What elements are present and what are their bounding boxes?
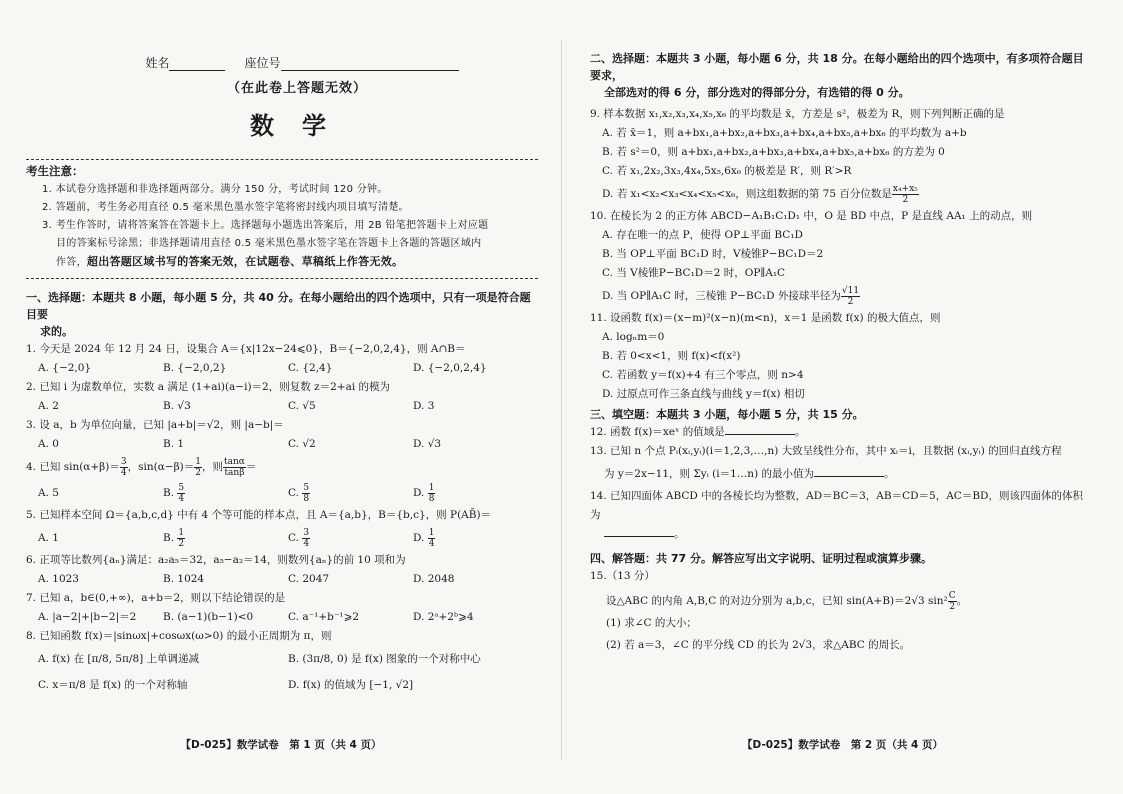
option: B. (a−1)(b−1)<0 [163, 611, 254, 623]
option: B. (3π/8, 0) 是 f(x) 图象的一个对称中心 [288, 653, 481, 665]
question-11: 11. 设函数 f(x)＝(x−m)²(x−n)(m<n)，x＝1 是函数 f(x) 的极大值点，则 [590, 312, 941, 324]
question-14: 14. 已知四面体 ABCD 中的各棱长均为整数，AD＝BC＝3，AB＝CD＝5，AC＝BD，则该四面体的体积为 。 [590, 490, 1083, 540]
candidate-info [66, 54, 538, 71]
note-2: 2. 答题前，考生务必用直径 0.5 毫米黑色墨水签字笔将密封线内项目填写清楚。 [42, 202, 409, 213]
question-10-options [590, 226, 1093, 309]
question-3: 3. 设 a，b 为单位向量，已知 |a+b|＝√2，则 |a−b|＝ [26, 419, 284, 431]
page-1-footer: 【D-025】数学试卷 第 1 页（共 4 页） [180, 739, 382, 751]
question-8-options-ab [26, 646, 538, 672]
option: D. $\frac{1}{4}$ [413, 527, 435, 549]
section-4-title: 四、解答题：共 77 分。解答应写出文字说明、证明过程或演算步骤。 [590, 552, 932, 565]
option: A. 存在唯一的点 P，使得 OP⊥平面 BC₁D [602, 229, 803, 241]
option: D. 若 x₁<x₂<x₃<x₄<x₅<x₆，则这组数据的第 75 百分位数是 $\frac{\text{x₄+x₅}}{2}$ [602, 183, 918, 205]
question-1: 1. 今天是 2024 年 12 月 24 日，设集合 A＝{x|12x−24⩽0}，B＝{−2,0,2,4}，则 A∩B＝ [26, 343, 466, 355]
option: A. 1 [38, 532, 59, 544]
option: D. 当 OP∥A₁C 时，三棱锥 P−BC₁D 外接球半径为 $\frac{√11}{2}$ [602, 285, 860, 307]
answer-blank[interactable] [814, 466, 884, 477]
question-4: 4. 已知 sin(α+β)＝ $\frac{3}{4}$ ，sin(α−β)＝ $\frac{1}{2}$ ，则 $\frac{\tan\alpha}{\tan\beta}$ ＝ [26, 456, 257, 478]
option: B. 当 OP⊥平面 BC₁D 时，V棱锥P−BC₁D＝2 [602, 248, 824, 260]
option: C. {2,4} [288, 362, 333, 374]
question-6: 6. 正项等比数列{aₙ}满足：a₂a₅＝32，a₅−a₂＝14，则数列{aₙ}的前 10 项和为 [26, 554, 406, 566]
attention-title: 考生注意： [26, 164, 84, 178]
subject-title: 数学 [250, 111, 354, 140]
question-11-options [590, 328, 1093, 404]
option: C. 若函数 y＝f(x)+4 有三个零点，则 n>4 [602, 369, 804, 381]
option: D. 过原点可作三条直线与曲线 y＝f(x) 相切 [602, 388, 805, 400]
answer-blank[interactable] [725, 424, 795, 435]
option: B. $\frac{5}{4}$ [163, 482, 185, 504]
seat-label: 座位号 [244, 56, 281, 70]
option: C. √5 [288, 400, 316, 412]
question-7: 7. 已知 a，b∈(0,+∞)，a+b＝2，则以下结论错误的是 [26, 592, 286, 604]
question-5: 5. 已知样本空间 Ω＝{a,b,c,d} 中有 4 个等可能的样本点，且 A＝{a,b}，B＝{b,c}，则 P(AB̄)＝ [26, 509, 492, 521]
option: A. 0 [38, 438, 59, 450]
question-15-heading: 15.（13 分） [590, 570, 655, 582]
option: A. 若 x̄＝1，则 a+bx₁,a+bx₂,a+bx₃,a+bx₄,a+bx₅,a+bx₆ 的平均数为 a+b [602, 127, 967, 139]
option: D. {−2,0,2,4} [413, 362, 487, 374]
question-8: 8. 已知函数 f(x)＝|sinωx|+cosωx(ω>0) 的最小正周期为 π，则 [26, 630, 332, 642]
question-6-options [26, 570, 538, 589]
option: D. $\frac{1}{8}$ [413, 482, 435, 504]
option: B. 若 0<x<1，则 f(x)<f(x²) [602, 350, 741, 362]
option: D. √3 [413, 438, 442, 450]
question-2: 2. 已知 i 为虚数单位，实数 a 满足 (1+ai)(a−i)＝2，则复数 z＝2+ai 的模为 [26, 381, 391, 393]
question-15-part-2: (2) 若 a＝3，∠C 的平分线 CD 的长为 2√3，求△ABC 的周长。 [606, 639, 911, 651]
question-13: 13. 已知 n 个点 Pᵢ(xᵢ,yᵢ)(i＝1,2,3,…,n) 大致呈线性分布，其中 xᵢ＝i，且数据 (xᵢ,yᵢ) 的回归直线方程 为 y＝2x−11，则 Σyᵢ (i＝1…n) 的最小值为 。 [590, 445, 1062, 480]
name-field[interactable] [169, 58, 225, 71]
option: D. f(x) 的值域为 [−1, √2] [288, 679, 414, 691]
answer-blank[interactable] [604, 526, 674, 537]
option: B. 1 [163, 438, 185, 450]
question-4-options [26, 480, 538, 506]
option: D. 2048 [413, 573, 455, 585]
option: C. 2047 [288, 573, 330, 585]
option: A. 1023 [38, 573, 79, 585]
name-label: 姓名 [145, 56, 170, 70]
question-5-options [26, 525, 538, 551]
question-8-options-cd [26, 672, 538, 698]
question-12: 12. 函数 f(x)＝xeˣ 的值域是 。 [590, 426, 806, 438]
seat-field[interactable] [281, 58, 459, 71]
option: C. $\frac{5}{8}$ [288, 482, 310, 504]
question-10: 10. 在棱长为 2 的正方体 ABCD−A₁B₁C₁D₁ 中，O 是 BD 中点，P 是直线 AA₁ 上的动点，则 [590, 210, 1033, 222]
page-2-footer: 【D-025】数学试卷 第 2 页（共 4 页） [742, 739, 943, 751]
option: C. x＝π/8 是 f(x) 的一个对称轴 [38, 679, 188, 691]
section-1-title: 一、选择题：本题共 8 小题，每小题 5 分，共 40 分。在每小题给出的四个选项中，只有一项是符合题目要 求的。 [26, 291, 531, 338]
page-2 [562, 0, 1123, 794]
note-1: 1. 本试卷分选择题和非选择题两部分。满分 150 分，考试时间 120 分钟。 [42, 184, 388, 195]
option: B. 若 s²＝0，则 a+bx₁,a+bx₂,a+bx₃,a+bx₄,a+bx₅,a+bx₆ 的方差为 0 [602, 146, 945, 158]
option: B. √3 [163, 400, 191, 412]
dashed-separator [26, 278, 538, 279]
question-9-options [590, 124, 1093, 207]
option: B. $\frac{1}{2}$ [163, 527, 185, 549]
note-3-end: 作答，超出答题区域书写的答案无效，在试题卷、草稿纸上作答无效。 [56, 255, 404, 268]
question-15-stem: 设△ABC 的内角 A,B,C 的对边分别为 a,b,c，已知 sin(A+B)＝2√3 sin² $\frac{C}{2}$ 。 [606, 590, 968, 612]
option: A. f(x) 在 [π/8, 5π/8] 上单调递减 [38, 653, 200, 665]
option: C. $\frac{3}{4}$ [288, 527, 310, 549]
option: C. 当 V棱锥P−BC₁D＝2 时，OP∥A₁C [602, 267, 786, 279]
option: A. {−2,0} [38, 362, 92, 374]
option: D. 2ᵃ+2ᵇ⩾4 [413, 611, 474, 623]
note-3-cont: 目的答案标号涂黑；非选择题请用直径 0.5 毫米黑色墨水签字笔在答题卡上各题的答题区域内 [56, 238, 482, 249]
question-7-options [26, 608, 538, 627]
question-9: 9. 样本数据 x₁,x₂,x₃,x₄,x₅,x₆ 的平均数是 x̄，方差是 s²，极差为 R，则下列判断正确的是 [590, 108, 1005, 120]
dashed-separator [26, 159, 538, 160]
option: C. a⁻¹+b⁻¹⩾2 [288, 611, 360, 623]
attention-notes [42, 181, 538, 272]
option: B. {−2,0,2} [163, 362, 227, 374]
section-2-title: 二、选择题：本题共 3 小题，每小题 6 分，共 18 分。在每小题给出的四个选项中，有多项符合题目要求， 全部选对的得 6 分，部分选对的得部分分，有选错的得 0 分。 [590, 52, 1084, 99]
option: A. 2 [38, 400, 59, 412]
question-1-options [26, 359, 538, 378]
invalid-note: （在此卷上答题无效） [226, 81, 367, 96]
section-3-title: 三、填空题：本题共 3 小题，每小题 5 分，共 15 分。 [590, 408, 864, 421]
option: A. 5 [38, 487, 59, 499]
option: B. 1024 [163, 573, 205, 585]
option: C. √2 [288, 438, 316, 450]
option: A. |a−2|+|b−2|＝2 [38, 611, 137, 623]
note-3: 3. 考生作答时，请将答案答在答题卡上。选择题每小题选出答案后，用 2B 铅笔把答题卡上对应题 [42, 220, 489, 231]
question-2-options [26, 397, 538, 416]
option: D. 3 [413, 400, 435, 412]
question-15-part-1: (1) 求∠C 的大小； [606, 617, 697, 629]
option: C. 若 x₁,2x₂,3x₃,4x₄,5x₅,6x₆ 的极差是 R′，则 R′>R [602, 165, 852, 177]
question-3-options [26, 435, 538, 454]
option: A. logₙm＝0 [602, 331, 665, 343]
